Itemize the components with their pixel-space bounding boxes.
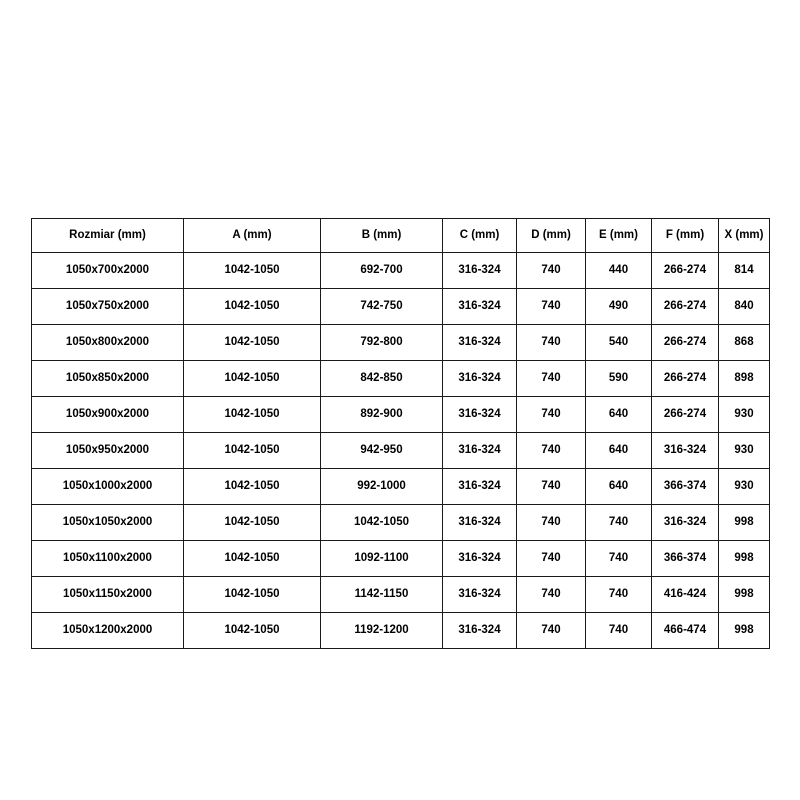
cell-c: 316-324 (443, 613, 517, 649)
table-body (32, 253, 770, 649)
cell-f: 266-274 (652, 397, 719, 433)
cell-e: 590 (586, 361, 652, 397)
table-header (32, 219, 770, 253)
cell-e: 490 (586, 289, 652, 325)
cell-d: 740 (517, 577, 586, 613)
cell-a: 1042-1050 (184, 469, 321, 505)
cell-b: 792-800 (321, 325, 443, 361)
table-row (32, 361, 770, 397)
column-header-c: C (mm) (443, 219, 517, 253)
cell-a: 1042-1050 (184, 433, 321, 469)
cell-size: 1050x850x2000 (32, 361, 184, 397)
cell-x: 998 (719, 541, 770, 577)
cell-d: 740 (517, 253, 586, 289)
cell-size: 1050x1200x2000 (32, 613, 184, 649)
cell-d: 740 (517, 433, 586, 469)
cell-d: 740 (517, 361, 586, 397)
cell-e: 740 (586, 505, 652, 541)
cell-f: 316-324 (652, 433, 719, 469)
table-row (32, 289, 770, 325)
column-header-a: A (mm) (184, 219, 321, 253)
cell-b: 692-700 (321, 253, 443, 289)
cell-a: 1042-1050 (184, 577, 321, 613)
table-row (32, 397, 770, 433)
cell-x: 930 (719, 433, 770, 469)
table-row (32, 541, 770, 577)
cell-f: 366-374 (652, 541, 719, 577)
cell-f: 366-374 (652, 469, 719, 505)
cell-x: 998 (719, 613, 770, 649)
cell-a: 1042-1050 (184, 361, 321, 397)
cell-x: 840 (719, 289, 770, 325)
cell-f: 466-474 (652, 613, 719, 649)
cell-d: 740 (517, 505, 586, 541)
cell-d: 740 (517, 397, 586, 433)
cell-size: 1050x1150x2000 (32, 577, 184, 613)
cell-b: 1142-1150 (321, 577, 443, 613)
cell-f: 266-274 (652, 361, 719, 397)
cell-a: 1042-1050 (184, 541, 321, 577)
cell-f: 416-424 (652, 577, 719, 613)
cell-x: 898 (719, 361, 770, 397)
cell-a: 1042-1050 (184, 505, 321, 541)
cell-size: 1050x1050x2000 (32, 505, 184, 541)
cell-b: 892-900 (321, 397, 443, 433)
cell-b: 742-750 (321, 289, 443, 325)
cell-b: 1042-1050 (321, 505, 443, 541)
cell-a: 1042-1050 (184, 613, 321, 649)
cell-size: 1050x750x2000 (32, 289, 184, 325)
cell-e: 740 (586, 577, 652, 613)
cell-x: 998 (719, 577, 770, 613)
cell-d: 740 (517, 325, 586, 361)
cell-b: 942-950 (321, 433, 443, 469)
cell-a: 1042-1050 (184, 325, 321, 361)
cell-c: 316-324 (443, 289, 517, 325)
cell-b: 992-1000 (321, 469, 443, 505)
cell-size: 1050x900x2000 (32, 397, 184, 433)
cell-size: 1050x800x2000 (32, 325, 184, 361)
cell-b: 1192-1200 (321, 613, 443, 649)
table-row (32, 469, 770, 505)
cell-c: 316-324 (443, 397, 517, 433)
table-row (32, 253, 770, 289)
table-row (32, 505, 770, 541)
table-header-row (32, 219, 770, 253)
cell-x: 814 (719, 253, 770, 289)
cell-d: 740 (517, 613, 586, 649)
cell-size: 1050x1000x2000 (32, 469, 184, 505)
table-row (32, 577, 770, 613)
cell-c: 316-324 (443, 505, 517, 541)
cell-d: 740 (517, 541, 586, 577)
cell-c: 316-324 (443, 433, 517, 469)
cell-d: 740 (517, 469, 586, 505)
cell-e: 640 (586, 433, 652, 469)
cell-x: 998 (719, 505, 770, 541)
cell-size: 1050x1100x2000 (32, 541, 184, 577)
cell-c: 316-324 (443, 577, 517, 613)
cell-e: 440 (586, 253, 652, 289)
table-row (32, 613, 770, 649)
column-header-f: F (mm) (652, 219, 719, 253)
column-header-b: B (mm) (321, 219, 443, 253)
cell-x: 868 (719, 325, 770, 361)
cell-a: 1042-1050 (184, 397, 321, 433)
cell-e: 640 (586, 469, 652, 505)
cell-e: 740 (586, 613, 652, 649)
cell-a: 1042-1050 (184, 289, 321, 325)
cell-c: 316-324 (443, 253, 517, 289)
cell-size: 1050x950x2000 (32, 433, 184, 469)
dimension-table (31, 218, 770, 649)
cell-x: 930 (719, 397, 770, 433)
dimension-table-container (31, 218, 769, 649)
cell-f: 316-324 (652, 505, 719, 541)
cell-f: 266-274 (652, 253, 719, 289)
cell-e: 540 (586, 325, 652, 361)
cell-c: 316-324 (443, 541, 517, 577)
cell-b: 1092-1100 (321, 541, 443, 577)
cell-f: 266-274 (652, 325, 719, 361)
cell-size: 1050x700x2000 (32, 253, 184, 289)
table-row (32, 433, 770, 469)
cell-f: 266-274 (652, 289, 719, 325)
cell-c: 316-324 (443, 361, 517, 397)
column-header-size: Rozmiar (mm) (32, 219, 184, 253)
cell-c: 316-324 (443, 469, 517, 505)
column-header-d: D (mm) (517, 219, 586, 253)
column-header-e: E (mm) (586, 219, 652, 253)
cell-c: 316-324 (443, 325, 517, 361)
column-header-x: X (mm) (719, 219, 770, 253)
cell-x: 930 (719, 469, 770, 505)
table-row (32, 325, 770, 361)
cell-d: 740 (517, 289, 586, 325)
cell-e: 740 (586, 541, 652, 577)
cell-e: 640 (586, 397, 652, 433)
cell-a: 1042-1050 (184, 253, 321, 289)
cell-b: 842-850 (321, 361, 443, 397)
